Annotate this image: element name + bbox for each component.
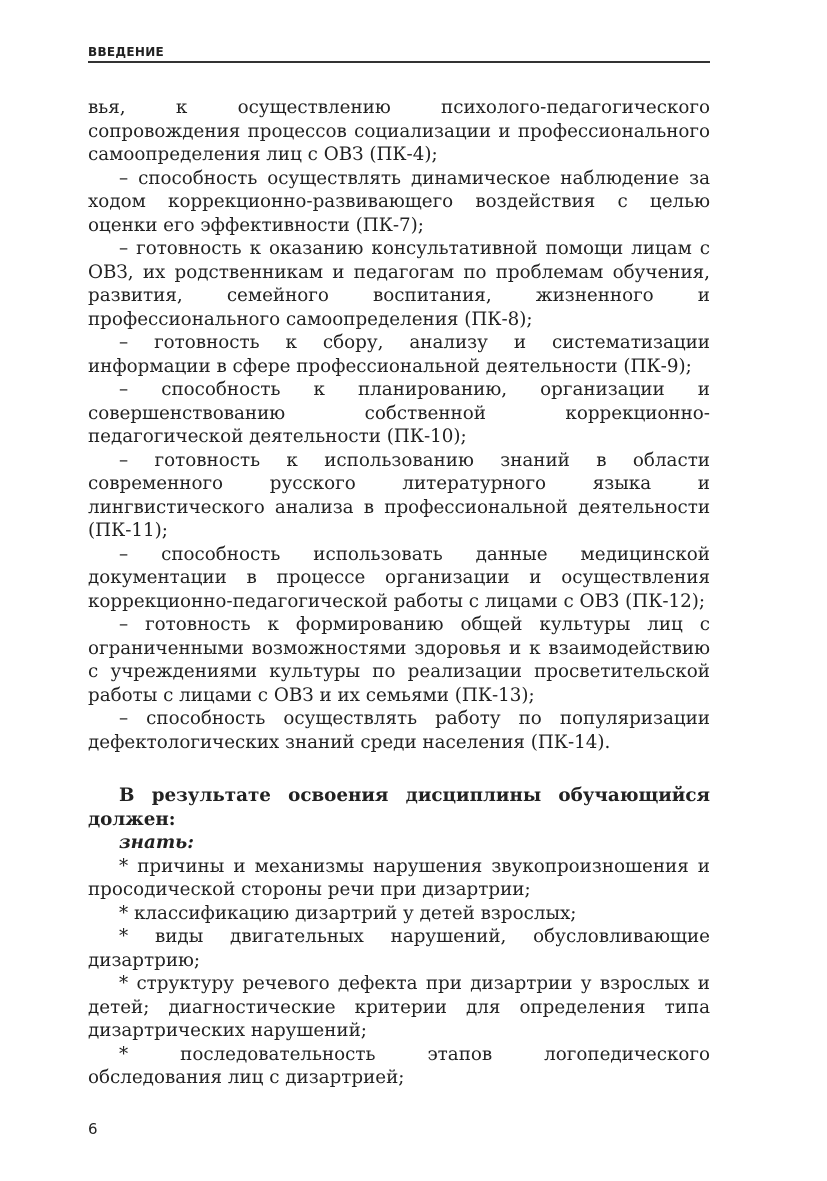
list-item: * виды двигательных нарушений, обусловливающие дизартрию; [88,926,710,971]
section-heading: В результате освоения дисциплины обучающийся должен: [88,785,710,830]
outcomes-section [88,784,710,1090]
list-item: * классификацию дизартрий у детей взрослых; [119,902,577,924]
know-list [88,855,710,1090]
list-item: * последовательность этапов логопедического обследования лиц с дизартрией; [88,1043,710,1088]
competency-list [88,96,710,754]
header-rule [88,61,710,63]
page-number: 6 [88,1120,98,1138]
list-item: вья, к осуществлению психолого-педагогического сопровождения процессов социализации и профессионального самоопределения лиц с ОВЗ (ПК-4); [88,97,710,165]
list-item: – способность осуществлять работу по популяризации дефектологических знаний среди населения (ПК-14). [88,708,710,753]
list-item: – готовность к оказанию консультативной помощи лицам с ОВЗ, их родственникам и педагогам по проблемам обучения, развития, семейного воспитания, жизненного и профессионального самоопределения (ПК-8); [88,238,710,330]
list-item: * структуру речевого дефекта при дизартрии у взрослых и детей; диагностические критерии для определения типа дизартрических нарушений; [88,973,710,1041]
list-item: – готовность к формированию общей культуры лиц с ограниченными возможностями здоровья и к взаимодействию с учреждениями культуры по реализации просветительской работы с лицами с ОВЗ и их семьями (ПК-13); [88,614,710,706]
list-item: – готовность к сбору, анализу и систематизации информации в сфере профессиональной деятельности (ПК-9); [88,332,710,377]
list-item: * причины и механизмы нарушения звукопроизношения и просодической стороны речи при дизартрии; [88,855,710,900]
list-item: – готовность к использованию знаний в области современного русского литературного языка и лингвистического анализа в профессиональной деятельности (ПК-11); [88,449,710,541]
running-header: ВВЕДЕНИЕ [88,45,165,59]
list-item: – способность использовать данные медицинской документации в процессе организации и осуществления коррекционно-педагогической работы с лицами с ОВЗ (ПК-12); [88,543,710,612]
list-item: – способность осуществлять динамическое наблюдение за ходом коррекционно-развивающего воздействия с целью оценки его эффективности (ПК-7); [88,167,710,236]
list-item: – способность к планированию, организации и совершенствованию собственной коррекционно-педагогической деятельности (ПК-10); [88,379,710,447]
know-label: знать: [119,832,194,853]
